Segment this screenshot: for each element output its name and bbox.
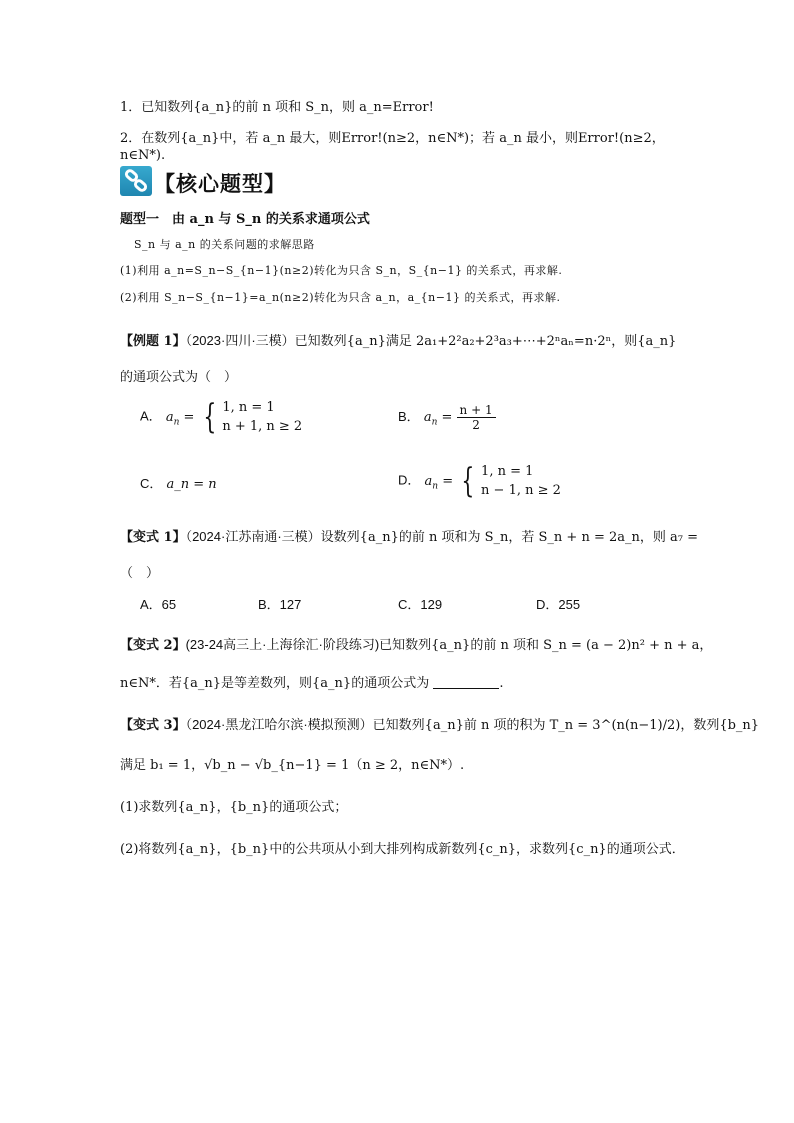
variant2-tag: 【变式 2】 (120, 638, 186, 653)
example1-stem-2-text: 的通项公式为（ ） (120, 370, 238, 385)
variant1-stem-2-text: （ ） (120, 566, 160, 581)
option-c-text: a_n = n (166, 477, 217, 492)
option-b-numerator: n + 1 (457, 403, 496, 418)
variant3-stem-2-text: 满足 b₁ = 1，√b_n − √b_{n−1} = 1（n ≥ 2，n∈N*）. (120, 758, 465, 773)
example1-option-b[interactable]: B． $a_n$ = $\frac{n + 1}{2}$ (398, 403, 496, 432)
link-icon (120, 166, 152, 196)
type1-step1 (120, 262, 562, 278)
option-b-label: B． (398, 409, 420, 424)
example1-source: （2023·四川·三模） (185, 333, 295, 348)
option-d-case-2: n − 1, n ≥ 2 (481, 483, 561, 498)
option-c-label: C． (140, 476, 163, 491)
variant1-option-b[interactable]: B．127 (258, 597, 302, 612)
option-a-label: A． (140, 408, 162, 424)
example1-stem (120, 330, 676, 349)
variant1-option-d[interactable]: D．255 (536, 597, 581, 612)
example1-stem-text: 已知数列{a_n}满足 2a₁+2²a₂+2³a₃+⋯+2ⁿaₙ=n·2ⁿ，则{a_n} (294, 334, 677, 349)
type1-step2-text: (2)利用 S_n−S_{n−1}=a_n(n≥2)转化为只含 a_n，a_{n−1} 的关系式，再求解. (120, 291, 561, 304)
intro-line-1 (120, 96, 434, 115)
variant3-source: （2024·黑龙江哈尔滨·模拟预测） (185, 717, 373, 732)
variant3-question-1-text: (1)求数列{a_n}，{b_n}的通项公式； (120, 800, 348, 815)
intro-line-2 (120, 127, 665, 146)
variant1-option-c[interactable]: C．129 (398, 597, 443, 612)
intro-line-1-text: 1．已知数列{a_n}的前 n 项和 S_n，则 a_n=Error! (120, 100, 434, 115)
example1-option-d[interactable]: D． $a_n$ = { 1, n = 1 n − 1, n ≥ 2 (398, 461, 561, 501)
example1-option-c[interactable] (140, 473, 217, 492)
variant2-source: (23-24高三上·上海徐汇·阶段练习) (185, 637, 380, 652)
option-d-label: D． (398, 472, 421, 488)
example1-tag: 【例题 1】 (120, 334, 186, 349)
type1-heading (120, 208, 370, 227)
variant2-stem-2-text: n∈N*．若{a_n}是等差数列，则{a_n}的通项公式为 (120, 676, 430, 691)
example1-stem-2 (120, 366, 237, 385)
variant3-stem-text: 已知数列{a_n}前 n 项的积为 T_n = 3^(n(n−1)/2)，数列{b_n} (372, 718, 760, 733)
variant3-stem (120, 714, 759, 733)
type1-step2 (120, 289, 560, 305)
intro-line-2-text: 2．在数列{a_n}中，若 a_n 最大，则Error!(n≥2，n∈N*)；若 a_n 最小，则Error!(n≥2， (120, 131, 665, 146)
variant2-stem (120, 634, 712, 653)
intro-line-2-cont-text: n∈N*). (120, 148, 166, 163)
option-a-case-2: n + 1, n ≥ 2 (222, 419, 303, 434)
variant3-tag: 【变式 3】 (120, 718, 186, 733)
variant1-stem (120, 526, 698, 545)
variant1-stem-2 (120, 562, 159, 581)
option-b-denominator: 2 (472, 418, 480, 432)
variant3-question-2 (120, 838, 685, 857)
variant3-question-2-text: (2)将数列{a_n}，{b_n}中的公共项从小到大排列构成新数列{c_n}，求数列{c_n}的通项公式． (120, 842, 685, 857)
variant3-question-1 (120, 796, 347, 815)
type1-intro (134, 236, 315, 252)
section-title: 【核心题型】 (154, 173, 286, 196)
variant2-stem-text: 已知数列{a_n}的前 n 项和 S_n = (a − 2)n² + n + a， (379, 638, 713, 653)
answer-blank[interactable] (433, 676, 499, 689)
example1-option-a[interactable]: A． $a_n$ = { 1, n = 1 n + 1, n ≥ 2 (140, 397, 303, 437)
variant3-stem-2 (120, 754, 464, 773)
variant2-stem-2 (120, 672, 503, 691)
type1-intro-text: S_n 与 a_n 的关系问题的求解思路 (134, 238, 315, 251)
variant2-stem-2-end: . (499, 676, 504, 691)
variant1-stem-text: 设数列{a_n}的前 n 项和为 S_n，若 S_n + n = 2a_n，则 a₇ = (320, 530, 698, 545)
option-a-case-1: 1, n = 1 (222, 400, 275, 415)
type1-heading-text: 题型一 由 a_n 与 S_n 的关系求通项公式 (120, 212, 370, 227)
option-d-case-1: 1, n = 1 (481, 464, 534, 479)
type1-step1-text: (1)利用 a_n=S_n−S_{n−1}(n≥2)转化为只含 S_n，S_{n−1} 的关系式，再求解. (120, 264, 563, 277)
variant1-option-a[interactable]: A．65 (140, 597, 177, 612)
variant1-source: （2024·江苏南通·三模） (185, 529, 321, 544)
variant1-tag: 【变式 1】 (120, 530, 186, 545)
intro-line-2-cont (120, 148, 165, 163)
